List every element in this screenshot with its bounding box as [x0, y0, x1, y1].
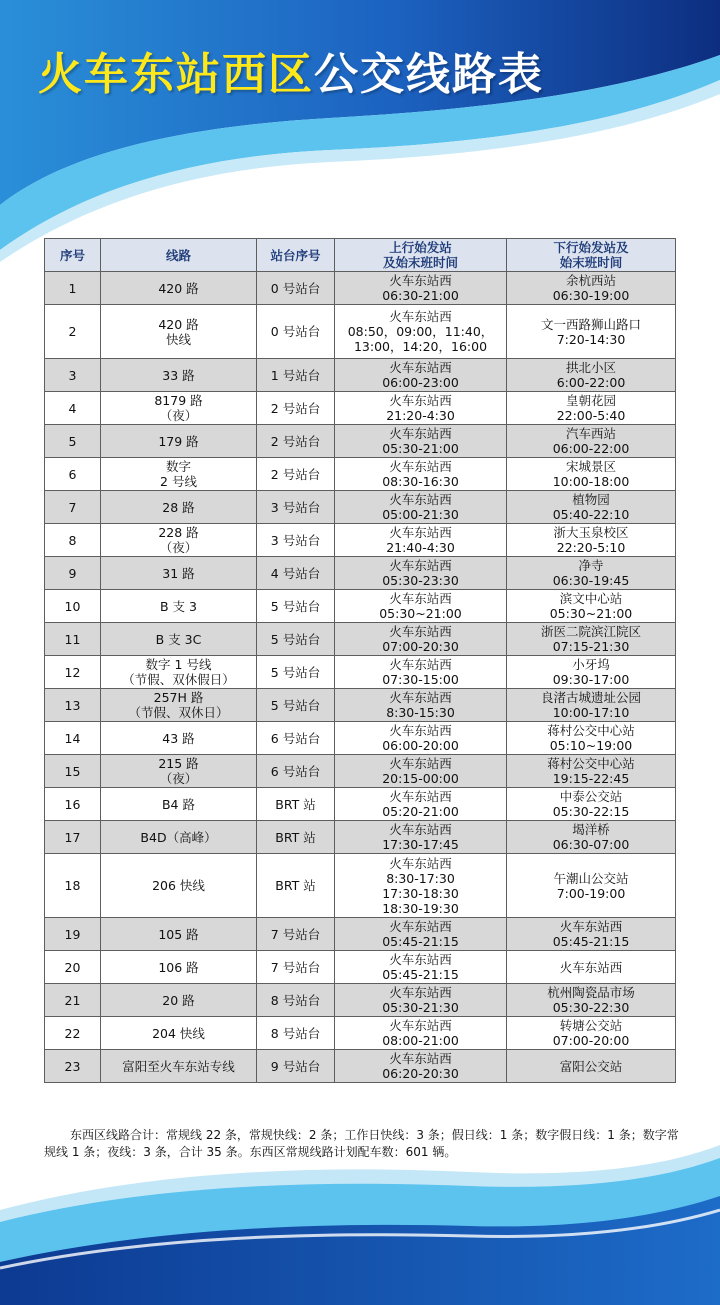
cell-down: 小牙坞 09:30-17:00 [507, 656, 676, 689]
cell-up: 火车东站西 08:50，09:00，11:40， 13:00，14:20，16:00 [335, 305, 507, 359]
cell-platform: 5 号站台 [257, 689, 335, 722]
table-row [45, 656, 676, 689]
routes-table [44, 238, 676, 1083]
table-row [45, 557, 676, 590]
cell-up: 火车东站西 20:15-00:00 [335, 755, 507, 788]
cell-platform: 9 号站台 [257, 1050, 335, 1083]
cell-down: 杭州陶瓷品市场 05:30-22:30 [507, 984, 676, 1017]
cell-up: 火车东站西 8:30-15:30 [335, 689, 507, 722]
cell-index: 21 [45, 984, 101, 1017]
cell-down: 蒋村公交中心站 05:10~19:00 [507, 722, 676, 755]
cell-route: 数字 2 号线 [101, 458, 257, 491]
cell-platform: 2 号站台 [257, 425, 335, 458]
table-row [45, 305, 676, 359]
cell-down: 中泰公交站 05:30-22:15 [507, 788, 676, 821]
table-row [45, 524, 676, 557]
table-row [45, 689, 676, 722]
cell-route: 8179 路 （夜） [101, 392, 257, 425]
cell-platform: 8 号站台 [257, 984, 335, 1017]
table-row [45, 491, 676, 524]
cell-route: 33 路 [101, 359, 257, 392]
cell-platform: BRT 站 [257, 821, 335, 854]
table-row [45, 623, 676, 656]
cell-platform: 7 号站台 [257, 951, 335, 984]
table-row [45, 755, 676, 788]
cell-route: 420 路 [101, 272, 257, 305]
cell-up: 火车东站西 08:00-21:00 [335, 1017, 507, 1050]
cell-platform: 8 号站台 [257, 1017, 335, 1050]
cell-platform: 5 号站台 [257, 623, 335, 656]
cell-up: 火车东站西 8:30-17:30 17:30-18:30 18:30-19:30 [335, 854, 507, 918]
cell-platform: 2 号站台 [257, 392, 335, 425]
cell-route: B 支 3 [101, 590, 257, 623]
cell-down: 皇朝花园 22:00-5:40 [507, 392, 676, 425]
cell-down: 滨文中心站 05:30~21:00 [507, 590, 676, 623]
cell-index: 11 [45, 623, 101, 656]
cell-down: 宋城景区 10:00-18:00 [507, 458, 676, 491]
cell-index: 6 [45, 458, 101, 491]
cell-index: 9 [45, 557, 101, 590]
cell-up: 火车东站西 21:20-4:30 [335, 392, 507, 425]
cell-route: 20 路 [101, 984, 257, 1017]
cell-down: 文一西路狮山路口 7:20-14:30 [507, 305, 676, 359]
cell-index: 20 [45, 951, 101, 984]
summary-footnote: 东西区线路合计：常规线 22 条，常规快线：2 条；工作日快线：3 条；假日线：1 条；数字假日线：1 条；数字常规线 1 条；夜线：3 条，合计 35 条。东西区常规线路计划配车数：601 辆。 [44, 1128, 679, 1159]
table-row [45, 1050, 676, 1083]
cell-platform: 5 号站台 [257, 656, 335, 689]
cell-route: 257H 路 （节假、双休日） [101, 689, 257, 722]
cell-platform: BRT 站 [257, 854, 335, 918]
cell-index: 12 [45, 656, 101, 689]
cell-up: 火车东站西 06:30-21:00 [335, 272, 507, 305]
header-index: 序号 [45, 239, 101, 272]
cell-up: 火车东站西 17:30-17:45 [335, 821, 507, 854]
cell-down: 午潮山公交站 7:00-19:00 [507, 854, 676, 918]
cell-index: 15 [45, 755, 101, 788]
cell-up: 火车东站西 08:30-16:30 [335, 458, 507, 491]
cell-platform: 6 号站台 [257, 755, 335, 788]
cell-platform: 3 号站台 [257, 491, 335, 524]
cell-index: 8 [45, 524, 101, 557]
title-highlight: 火车东站西区 [38, 49, 314, 100]
cell-index: 16 [45, 788, 101, 821]
cell-down: 蒋村公交中心站 19:15-22:45 [507, 755, 676, 788]
cell-index: 22 [45, 1017, 101, 1050]
cell-index: 10 [45, 590, 101, 623]
cell-up: 火车东站西 05:00-21:30 [335, 491, 507, 524]
table-row [45, 788, 676, 821]
cell-route: 420 路 快线 [101, 305, 257, 359]
cell-index: 1 [45, 272, 101, 305]
cell-index: 17 [45, 821, 101, 854]
cell-route: 206 快线 [101, 854, 257, 918]
cell-route: 31 路 [101, 557, 257, 590]
cell-index: 13 [45, 689, 101, 722]
cell-up: 火车东站西 06:00-20:00 [335, 722, 507, 755]
cell-route: 数字 1 号线 （节假、双休假日） [101, 656, 257, 689]
table-row [45, 590, 676, 623]
table-row [45, 722, 676, 755]
cell-down: 余杭西站 06:30-19:00 [507, 272, 676, 305]
cell-down: 拱北小区 6:00-22:00 [507, 359, 676, 392]
table-row [45, 458, 676, 491]
cell-platform: 1 号站台 [257, 359, 335, 392]
table-header-row [45, 239, 676, 272]
table-row [45, 425, 676, 458]
cell-up: 火车东站西 21:40-4:30 [335, 524, 507, 557]
cell-up: 火车东站西 07:30-15:00 [335, 656, 507, 689]
table-row [45, 359, 676, 392]
cell-up: 火车东站西 05:30-21:00 [335, 425, 507, 458]
cell-index: 19 [45, 918, 101, 951]
cell-index: 3 [45, 359, 101, 392]
cell-up: 火车东站西 05:45-21:15 [335, 918, 507, 951]
page-title [38, 38, 544, 102]
cell-up: 火车东站西 06:00-23:00 [335, 359, 507, 392]
cell-route: 179 路 [101, 425, 257, 458]
cell-route: 215 路 （夜） [101, 755, 257, 788]
cell-index: 14 [45, 722, 101, 755]
table-row [45, 951, 676, 984]
table-row [45, 272, 676, 305]
cell-down: 浙大玉泉校区 22:20-5:10 [507, 524, 676, 557]
cell-platform: 5 号站台 [257, 590, 335, 623]
cell-route: 富阳至火车东站专线 [101, 1050, 257, 1083]
cell-up: 火车东站西 06:20-20:30 [335, 1050, 507, 1083]
table-row [45, 854, 676, 918]
header-platform: 站台序号 [257, 239, 335, 272]
cell-up: 火车东站西 07:00-20:30 [335, 623, 507, 656]
table-row [45, 984, 676, 1017]
cell-index: 18 [45, 854, 101, 918]
cell-route: B4D（高峰） [101, 821, 257, 854]
cell-route: 204 快线 [101, 1017, 257, 1050]
table-row [45, 392, 676, 425]
cell-down: 净寺 06:30-19:45 [507, 557, 676, 590]
cell-route: 228 路 （夜） [101, 524, 257, 557]
cell-route: 43 路 [101, 722, 257, 755]
cell-platform: BRT 站 [257, 788, 335, 821]
cell-index: 7 [45, 491, 101, 524]
cell-down: 火车东站西 [507, 951, 676, 984]
cell-up: 火车东站西 05:30-23:30 [335, 557, 507, 590]
table-row [45, 918, 676, 951]
cell-index: 4 [45, 392, 101, 425]
cell-down: 富阳公交站 [507, 1050, 676, 1083]
cell-index: 23 [45, 1050, 101, 1083]
cell-up: 火车东站西 05:30-21:30 [335, 984, 507, 1017]
cell-platform: 7 号站台 [257, 918, 335, 951]
cell-platform: 0 号站台 [257, 272, 335, 305]
cell-route: B 支 3C [101, 623, 257, 656]
cell-down: 火车东站西 05:45-21:15 [507, 918, 676, 951]
cell-route: 105 路 [101, 918, 257, 951]
cell-platform: 0 号站台 [257, 305, 335, 359]
table-row [45, 821, 676, 854]
cell-route: 28 路 [101, 491, 257, 524]
cell-route: 106 路 [101, 951, 257, 984]
cell-down: 转塘公交站 07:00-20:00 [507, 1017, 676, 1050]
cell-platform: 6 号站台 [257, 722, 335, 755]
cell-down: 浙医二院滨江院区 07:15-21:30 [507, 623, 676, 656]
cell-up: 火车东站西 05:45-21:15 [335, 951, 507, 984]
cell-platform: 4 号站台 [257, 557, 335, 590]
cell-platform: 2 号站台 [257, 458, 335, 491]
cell-up: 火车东站西 05:30~21:00 [335, 590, 507, 623]
table-row [45, 1017, 676, 1050]
header-up-direction: 上行始发站 及始末班时间 [335, 239, 507, 272]
cell-down: 堨洋桥 06:30-07:00 [507, 821, 676, 854]
header-route: 线路 [101, 239, 257, 272]
cell-route: B4 路 [101, 788, 257, 821]
cell-up: 火车东站西 05:20-21:00 [335, 788, 507, 821]
cell-index: 2 [45, 305, 101, 359]
header-down-direction: 下行始发站及 始末班时间 [507, 239, 676, 272]
cell-down: 植物园 05:40-22:10 [507, 491, 676, 524]
title-rest: 公交线路表 [314, 49, 544, 100]
cell-index: 5 [45, 425, 101, 458]
cell-down: 良渚古城遗址公园 10:00-17:10 [507, 689, 676, 722]
cell-platform: 3 号站台 [257, 524, 335, 557]
cell-down: 汽车西站 06:00-22:00 [507, 425, 676, 458]
